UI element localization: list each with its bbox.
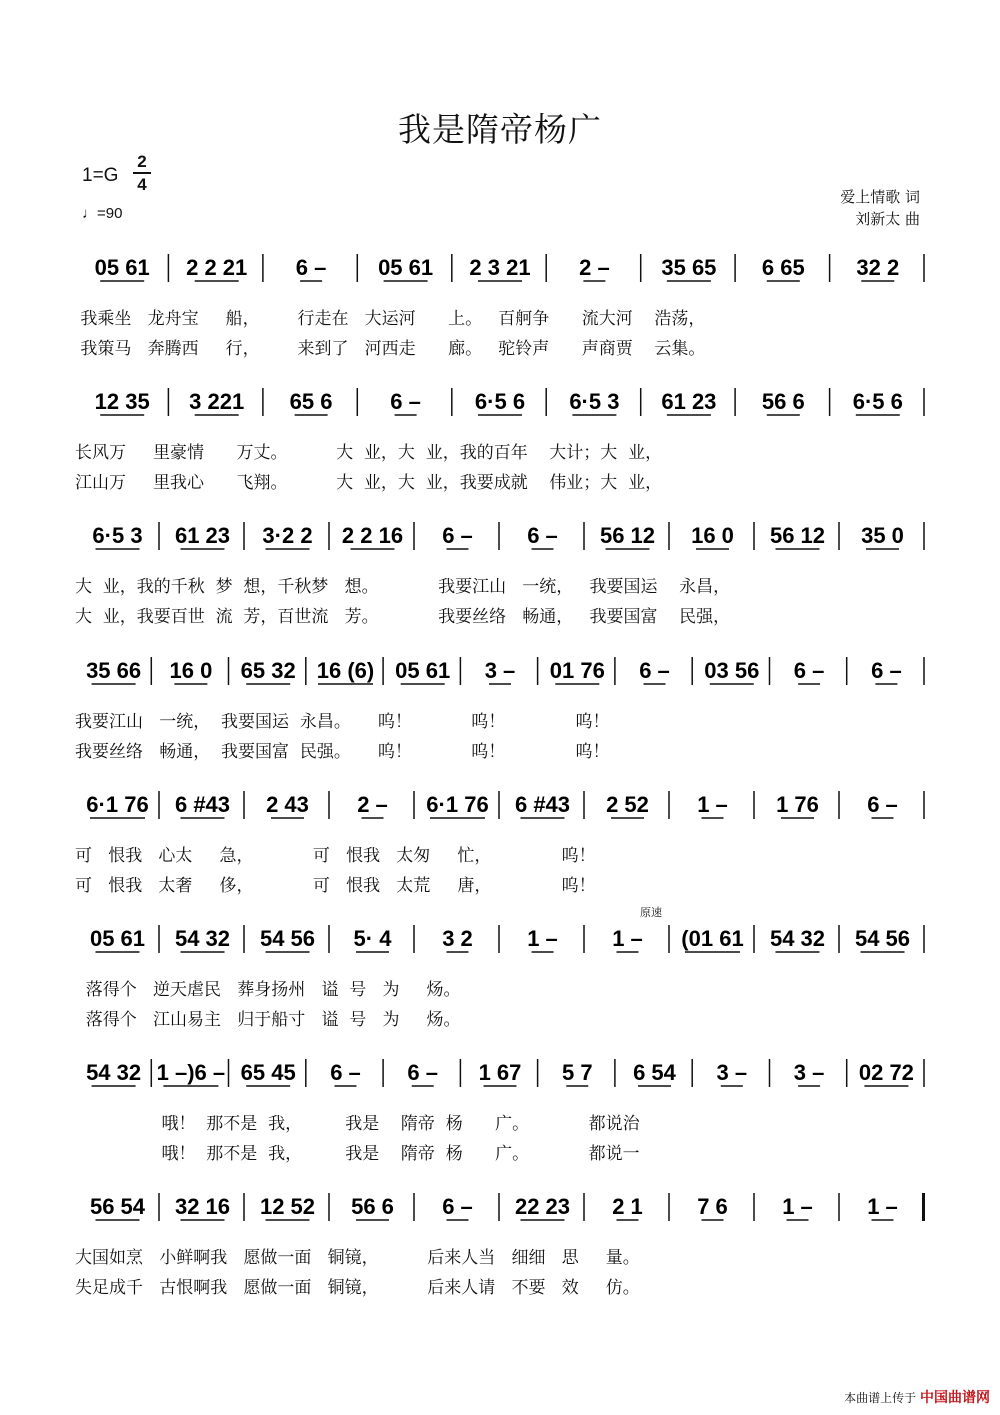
measure-notes: 3 –	[484, 658, 516, 683]
footer-text: 本曲谱上传于	[844, 1391, 917, 1405]
notation-line	[75, 516, 925, 556]
measure-notes: 6 –	[407, 1060, 438, 1085]
measure-notes: 3 –	[793, 1060, 825, 1085]
measure-notes: 02 72	[858, 1060, 914, 1085]
measure-notes: 1 –	[782, 1194, 813, 1219]
notation-system	[75, 919, 925, 1039]
measure-notes: 3 2	[442, 926, 473, 951]
measure-notes: 56 6	[351, 1194, 394, 1219]
notation-system	[75, 1053, 925, 1173]
measure-notes: 1 –	[612, 926, 643, 951]
measure-notes: 2 3 21	[469, 255, 531, 280]
measure-notes: 6 –	[793, 658, 825, 683]
notation-line	[75, 785, 925, 825]
measure-notes: 05 61	[94, 255, 150, 280]
measure-notes: 12 52	[259, 1194, 316, 1219]
lyric-verse-1: 长风万 里豪情 万丈。 大 业，大 业，我的百年 大计；大 业，	[75, 443, 663, 463]
lyric-verse-2: 我策马 奔腾西 行， 来到了 河西走 廊。 驼铃声 声商贾 云集。	[75, 339, 706, 359]
measure-notes: 2 1	[612, 1194, 643, 1219]
measure-notes: 6 –	[442, 523, 473, 548]
measure-notes: 6·5 3	[569, 389, 620, 414]
measure-notes: 3·2 2	[262, 523, 313, 548]
measure-notes: 61 23	[661, 389, 717, 414]
notation-system	[75, 516, 925, 636]
measure-notes: 7 6	[697, 1194, 728, 1219]
lyric-verse-1: 我乘坐 龙舟宝 船， 行走在 大运河 上。 百舸争 流大河 浩荡，	[75, 309, 706, 329]
tempo-restore-marker: 原速	[640, 906, 662, 919]
measure-notes: 65 32	[240, 658, 296, 683]
measure-notes: 3 221	[189, 389, 245, 414]
lyric-verse-1: 落得个 逆天虐民 葬身扬州 谥 号 为 炀。	[75, 980, 461, 1000]
time-signature-top: 2	[137, 152, 147, 171]
measure-notes: 56 54	[89, 1194, 146, 1219]
footer	[844, 1387, 990, 1407]
measure-notes: 1 76	[776, 792, 819, 817]
measure-notes: 1 –)6 –	[156, 1060, 226, 1085]
measure-notes: 05 61	[89, 926, 146, 951]
measure-notes: 54 32	[769, 926, 826, 951]
lyric-verse-2: 大 业，我要百世 流 芳，百世流 芳。 我要丝络 畅通， 我要国富 民强，	[75, 607, 731, 627]
measure-notes: 56 12	[599, 523, 656, 548]
lyric-verse-2: 失足成千 古恨啊我 愿做一面 铜镜， 后来人请 不要 效 仿。	[75, 1278, 640, 1298]
measure-notes: 5· 4	[353, 926, 392, 951]
measure-notes: 6 –	[639, 658, 670, 683]
lyric-verse-1: 我要江山 一统， 我要国运 永昌。 呜！ 呜！ 呜！	[75, 712, 610, 732]
notation-system	[75, 651, 925, 771]
measure-notes: 6 #43	[514, 792, 571, 817]
measure-notes: 56 6	[761, 389, 805, 414]
measure-notes: 2 –	[579, 255, 610, 280]
measure-notes: 2 2 21	[186, 255, 248, 280]
measure-notes: 2 43	[266, 792, 309, 817]
notation-line	[75, 651, 925, 691]
measure-notes: 65 45	[240, 1060, 296, 1085]
lyric-verse-2: 落得个 江山易主 归于船寸 谥 号 为 炀。	[75, 1010, 461, 1030]
notation-line	[75, 382, 925, 422]
measure-notes: 5 7	[562, 1060, 593, 1085]
lyric-verse-1: 可 恨我 心太 急， 可 恨我 太匆 忙， 呜！	[75, 846, 596, 866]
measure-notes: 6 –	[295, 255, 327, 280]
measure-notes: 6 –	[442, 1194, 473, 1219]
measure-notes: 32 2	[856, 255, 900, 280]
measure-notes: 32 16	[174, 1194, 231, 1219]
measure-notes: 16 0	[169, 658, 213, 683]
notation-system	[75, 248, 925, 368]
measure-notes: 1 –	[867, 1194, 898, 1219]
measure-notes: 35 0	[861, 523, 904, 548]
notation-line	[75, 919, 925, 959]
measure-notes: 16 (6)	[316, 658, 375, 683]
measure-notes: 6 –	[867, 792, 898, 817]
lyric-verse-2: 可 恨我 太奢 侈， 可 恨我 太荒 唐， 呜！	[75, 876, 596, 896]
measure-notes: 6 #43	[174, 792, 231, 817]
measure-notes: 05 61	[395, 658, 451, 683]
measure-notes: 6 54	[633, 1060, 676, 1085]
measure-notes: 6 –	[390, 389, 421, 414]
measure-notes: 6·1 76	[86, 792, 149, 817]
lyric-verse-1: 大 业，我的千秋 梦 想，千秋梦 想。 我要江山 一统， 我要国运 永昌，	[75, 577, 731, 597]
measure-notes: 1 –	[697, 792, 728, 817]
measure-notes: 65 6	[289, 389, 333, 414]
measure-notes: 6 –	[871, 658, 902, 683]
measure-notes: 6 –	[330, 1060, 361, 1085]
measure-notes: 35 65	[661, 255, 717, 280]
time-signature	[133, 152, 151, 194]
song-title: 我是隋帝杨广	[398, 110, 602, 149]
notation-system	[75, 785, 925, 905]
notation-system	[75, 1187, 925, 1307]
measure-notes: 54 32	[86, 1060, 142, 1085]
measure-notes: 6 65	[761, 255, 805, 280]
notation-system	[75, 382, 925, 502]
key-signature: 1=G	[82, 165, 119, 186]
measure-notes: 54 56	[259, 926, 316, 951]
measure-notes: 05 61	[378, 255, 434, 280]
composer-credit: 刘新太 曲	[855, 210, 920, 228]
measure-notes: 1 –	[527, 926, 558, 951]
measure-notes: 2 –	[357, 792, 388, 817]
lyric-verse-2: 我要丝络 畅通， 我要国富 民强。 呜！ 呜！ 呜！	[75, 742, 610, 762]
measure-notes: 16 0	[691, 523, 734, 548]
measure-notes: 6·1 76	[426, 792, 489, 817]
measure-notes: 35 66	[86, 658, 142, 683]
measure-notes: 54 56	[854, 926, 911, 951]
measure-notes: 22 23	[514, 1194, 571, 1219]
measure-notes: 6·5 3	[92, 523, 143, 548]
measure-notes: 61 23	[174, 523, 231, 548]
measure-notes: 56 12	[769, 523, 826, 548]
measure-notes: 6·5 6	[474, 389, 526, 414]
measure-notes: 6 –	[527, 523, 558, 548]
measure-notes: 54 32	[174, 926, 231, 951]
tempo-marking: ♩=90	[82, 205, 123, 222]
measure-notes: 1 67	[478, 1060, 522, 1085]
notation-line	[75, 248, 925, 288]
lyric-verse-2: 哦！ 那不是 我， 我是 隋帝 杨 广。 都说一	[75, 1144, 640, 1164]
measure-notes: 2 2 16	[341, 523, 404, 548]
notation-line	[75, 1187, 925, 1227]
measure-notes: 6·5 6	[852, 389, 903, 414]
lyric-verse-2: 江山万 里我心 飞翔。 大 业，大 业，我要成就 伟业；大 业，	[75, 473, 663, 493]
notation-line	[75, 1053, 925, 1093]
measure-notes: 3 –	[716, 1060, 748, 1085]
lyricist-credit: 爱上情歌 词	[840, 188, 920, 206]
measure-notes: 12 35	[94, 389, 150, 414]
measure-notes: 2 52	[606, 792, 649, 817]
measure-notes: 03 56	[704, 658, 760, 683]
lyric-verse-1: 哦！ 那不是 我， 我是 隋帝 杨 广。 都说治	[75, 1114, 640, 1134]
time-signature-bottom: 4	[137, 175, 147, 194]
site-logo: 中国曲谱网	[920, 1390, 990, 1406]
measure-notes: 01 76	[549, 658, 605, 683]
measure-notes: (01 61	[681, 926, 744, 951]
lyric-verse-1: 大国如烹 小鲜啊我 愿做一面 铜镜， 后来人当 细细 思 量。	[75, 1248, 640, 1268]
